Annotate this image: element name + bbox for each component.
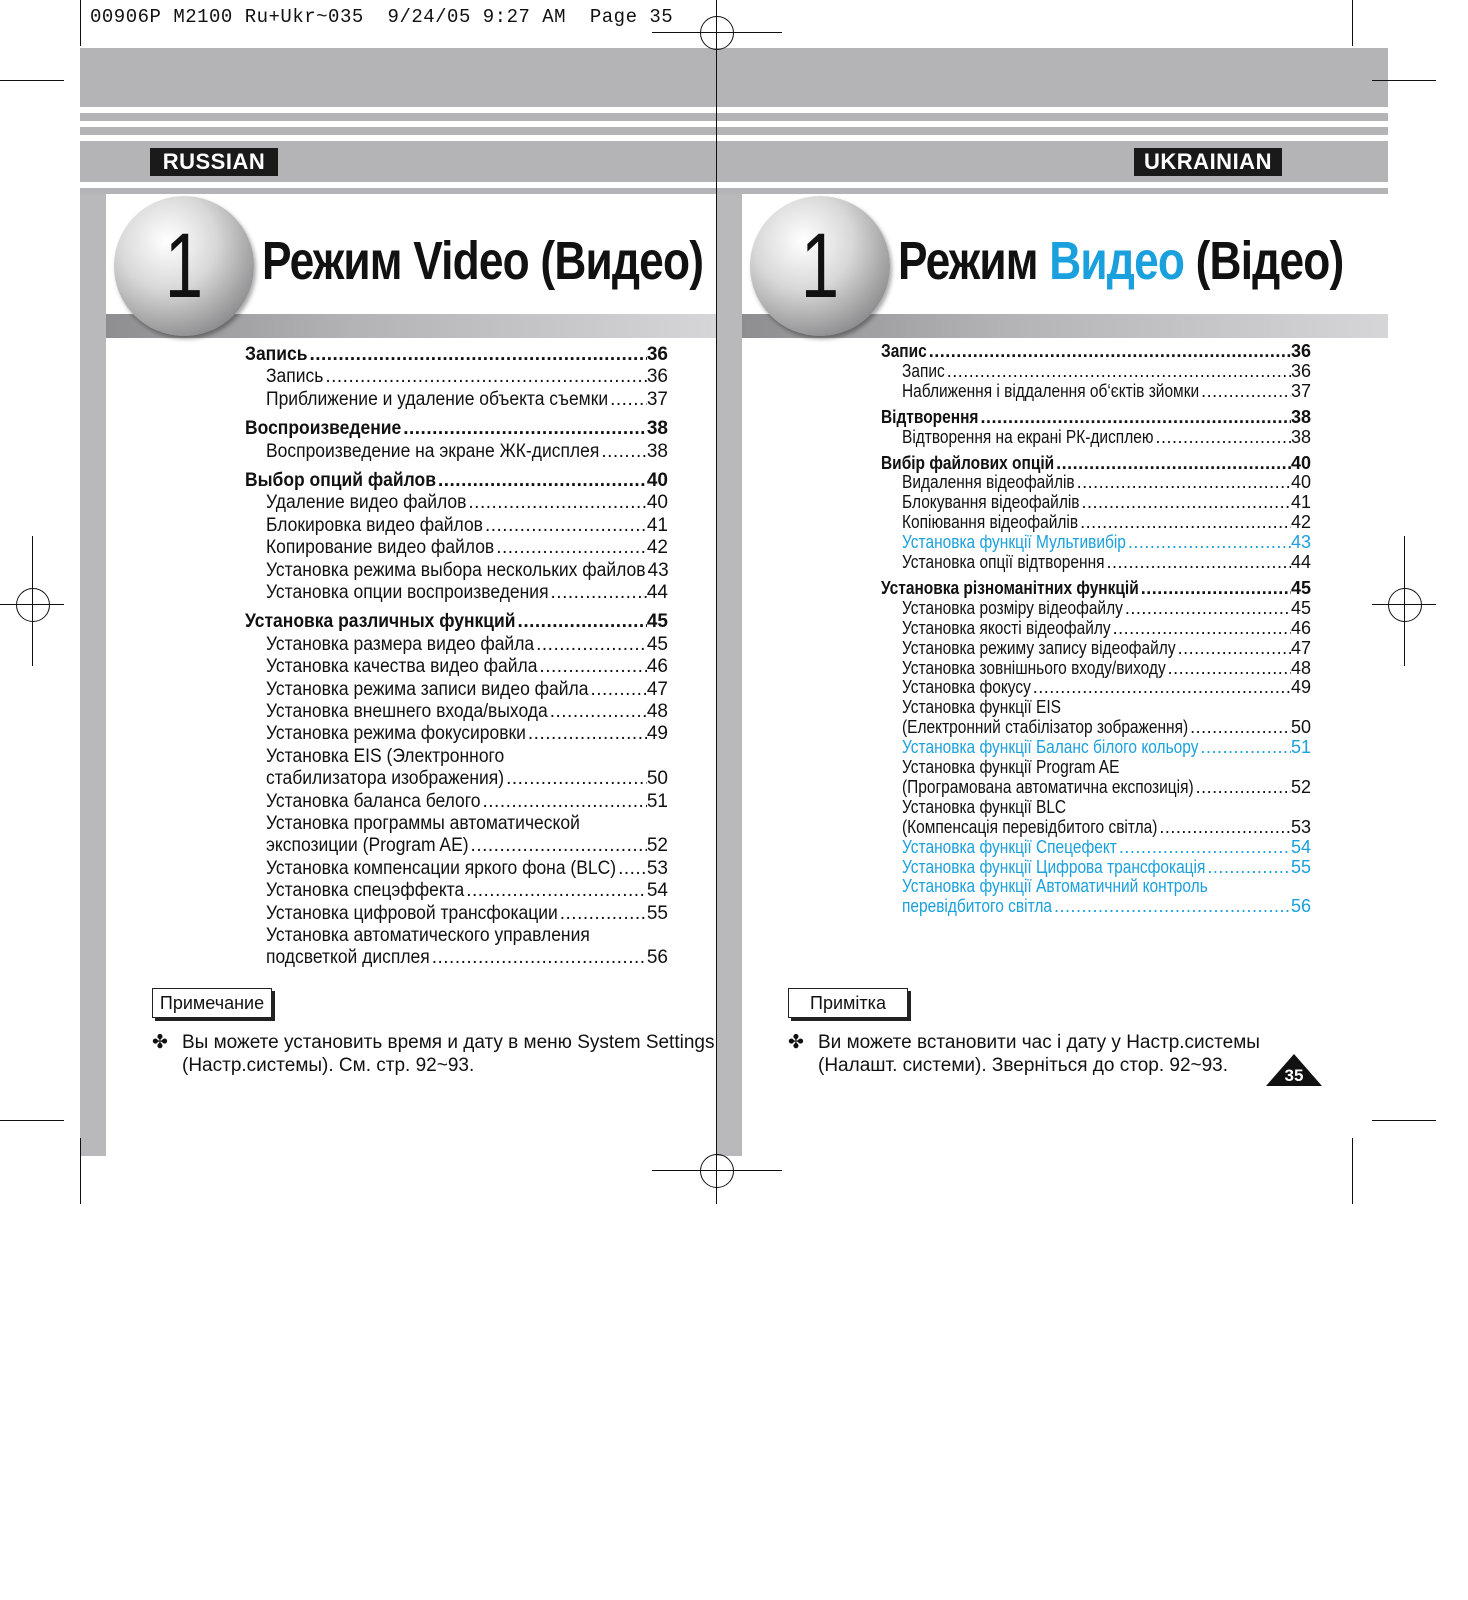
- toc-leader: [1107, 553, 1291, 573]
- toc-label: Блокування відеофайлів: [902, 492, 1080, 513]
- toc-leader: [1113, 619, 1291, 639]
- toc-entry: [902, 818, 1311, 838]
- note-label-left: Примечание: [152, 988, 272, 1018]
- toc-label: Установка опції відтворення: [902, 552, 1105, 572]
- toc-label: Установка функції BLC: [902, 796, 1067, 817]
- toc-entry: [902, 493, 1311, 513]
- toc-entry: [266, 723, 668, 745]
- toc-leader: [947, 362, 1291, 382]
- toc-page-number: 48: [646, 701, 668, 722]
- toc-leader: [1080, 513, 1291, 533]
- toc-entry: [902, 858, 1311, 878]
- toc-entry: [266, 925, 668, 947]
- page-title-right: [898, 230, 1343, 292]
- toc-leader: [610, 389, 647, 411]
- toc-leader: [560, 903, 647, 925]
- toc-leader: [980, 408, 1291, 428]
- toc-entry: [266, 880, 668, 902]
- toc-leader: [485, 515, 647, 537]
- registration-cross: [652, 1170, 782, 1171]
- toc-section: [245, 344, 668, 366]
- lang-badge-russian: RUSSIAN: [150, 148, 278, 176]
- toc-leader: [1125, 599, 1291, 619]
- toc-entry: [266, 441, 668, 463]
- toc-label: Установка внешнего входа/выхода: [266, 701, 548, 722]
- toc-label: Установка программы автоматической: [266, 813, 580, 834]
- toc-page-number: 53: [646, 857, 668, 879]
- toc-label: Запис: [881, 341, 927, 361]
- toc-entry: [902, 428, 1311, 448]
- toc-entry: [902, 738, 1311, 758]
- crop-mark: [80, 0, 81, 46]
- toc-label: Приближение и удаление объекта съемки: [266, 388, 609, 410]
- registration-mark: [700, 16, 734, 50]
- toc-label: (Електронний стабілізатор зображення): [902, 717, 1189, 738]
- toc-label: Установка цифровой трансфокации: [266, 902, 558, 924]
- toc-label: Установка качества видео файла: [266, 656, 538, 678]
- chapter-number-left: 1: [164, 215, 204, 317]
- toc-section: [881, 454, 1311, 474]
- toc-label: Воспроизведение на экране ЖК-дисплея: [266, 440, 600, 462]
- toc-label: Установка фокусу: [902, 677, 1031, 698]
- note-line2-left: (Настр.системы). См. стр. 92~93.: [182, 1055, 475, 1076]
- toc-page-number: 40: [646, 470, 668, 491]
- toc-entry: [902, 877, 1311, 897]
- toc-entry: [266, 903, 668, 925]
- toc-page-number: 49: [646, 723, 668, 745]
- toc-entry: [902, 698, 1311, 718]
- toc-leader: [482, 791, 646, 813]
- toc-leader: [536, 634, 647, 656]
- toc-page-number: 36: [1290, 360, 1311, 381]
- toc-label: Установка автоматического управления: [266, 925, 590, 946]
- toc-page-number: 40: [646, 492, 668, 514]
- left-stripe-2: [80, 121, 716, 127]
- right-stripe-1: [716, 107, 1388, 113]
- toc-entry: [266, 768, 668, 790]
- toc-label: Установка функції Мультивибір: [902, 532, 1126, 553]
- crop-mark: [1352, 1138, 1353, 1204]
- toc-leader: [1200, 738, 1291, 758]
- toc-page-number: 54: [646, 880, 668, 902]
- toc-page-number: 37: [646, 388, 668, 410]
- toc-label: Воспроизведение: [245, 418, 402, 440]
- toc-page-number: 36: [646, 344, 668, 365]
- toc-leader: [1082, 493, 1291, 513]
- toc-page-number: 36: [646, 366, 668, 388]
- right-stripe-2: [716, 121, 1388, 127]
- toc-page-number: 45: [1290, 597, 1311, 618]
- toc-page-number: 45: [1290, 577, 1311, 598]
- toc-leader: [551, 582, 647, 604]
- toc-label: Установка размера видео файла: [266, 633, 535, 655]
- toc-label: Установка опции воспроизведения: [266, 582, 549, 603]
- toc-label: Блокировка видео файлов: [266, 514, 483, 536]
- toc-page-number: 43: [647, 559, 669, 581]
- toc-leader: [432, 947, 647, 969]
- toc-entry: [266, 656, 668, 678]
- toc-page-number: 44: [1290, 552, 1311, 572]
- toc-label: Установка спецэффекта: [266, 880, 465, 902]
- left-sidebar: [80, 194, 106, 1156]
- toc-page-number: 43: [1290, 532, 1311, 553]
- title-left-part1: Режим Video: [262, 231, 529, 291]
- toc-page-number: 50: [646, 768, 668, 790]
- toc-section: [881, 342, 1311, 362]
- toc-leader: [1128, 533, 1291, 553]
- toc-label: (Програмована автоматична експозиція): [902, 776, 1194, 797]
- toc-label: Копирование видео файлов: [266, 537, 495, 559]
- toc-page-number: 48: [1290, 657, 1311, 678]
- toc-label: (Компенсація перевідбитого світла): [902, 816, 1158, 837]
- title-right-part1: Режим: [898, 231, 1038, 291]
- toc-label: Установка функції Program AE: [902, 757, 1120, 777]
- registration-cross: [652, 32, 782, 33]
- toc-entry: [266, 791, 668, 813]
- toc-label: Установка режима записи видео файла: [266, 678, 589, 700]
- toc-page-number: 47: [646, 678, 668, 700]
- toc-page-number: 52: [1290, 776, 1311, 797]
- toc-label: Установка различных функций: [245, 611, 516, 633]
- toc-leader: [518, 611, 647, 633]
- toc-label: Установка компенсации яркого фона (BLC): [266, 857, 617, 879]
- left-stripe-3: [80, 135, 716, 141]
- toc-entry: [266, 701, 668, 723]
- toc-label: Удаление видео файлов: [266, 492, 467, 514]
- toc-page-number: 54: [1290, 836, 1311, 857]
- toc-page-number: 50: [1290, 717, 1311, 738]
- toc-label: Відтворення: [881, 406, 979, 427]
- toc-entry: [902, 678, 1311, 698]
- toc-entry: [266, 813, 668, 835]
- print-slug: 00906P M2100 Ru+Ukr~035 9/24/05 9:27 AM Page 35: [90, 6, 674, 28]
- toc-page-number: 44: [646, 582, 668, 603]
- toc-page-number: 38: [646, 440, 668, 462]
- toc-entry: [266, 366, 668, 388]
- toc-label: Установка режиму запису відеофайлу: [902, 637, 1176, 658]
- toc-page-number: 37: [1290, 380, 1311, 401]
- note-bullet-left: ✤: [152, 1032, 168, 1053]
- toc-entry: [266, 947, 668, 969]
- toc-label: Установка функції Баланс білого кольору: [902, 737, 1199, 758]
- toc-label: подсветкой дисплея: [266, 947, 430, 969]
- right-stripe-4: [716, 182, 1388, 188]
- toc-entry: [266, 389, 668, 411]
- note-line1-left: Вы можете установить время и дату в меню System Settings: [182, 1032, 715, 1053]
- chapter-number-right: 1: [800, 215, 840, 317]
- toc-label: Запис: [902, 360, 945, 381]
- toc-label: Запись: [245, 344, 308, 365]
- toc-leader: [1077, 473, 1291, 493]
- lang-badge-ukrainian: UKRAINIAN: [1134, 148, 1282, 176]
- toc-label: Установка функції Цифрова трансфокація: [902, 856, 1206, 877]
- toc-page-number: 55: [646, 902, 668, 924]
- toc-label: Установка режима фокусировки: [266, 723, 526, 745]
- toc-entry: [902, 362, 1311, 382]
- toc-leader: [1054, 897, 1291, 917]
- toc-page-number: 41: [646, 514, 668, 536]
- toc-page-number: 51: [646, 790, 668, 812]
- toc-entry: [266, 634, 668, 656]
- toc-leader: [468, 492, 646, 514]
- toc-entry: [266, 515, 668, 537]
- toc-entry: [266, 537, 668, 559]
- title-right-part3: (Відео): [1195, 231, 1344, 291]
- toc-leader: [590, 679, 646, 701]
- toc-section: [245, 470, 668, 492]
- toc-label: Вибір файлових опцій: [881, 452, 1055, 473]
- toc-entry: [902, 599, 1311, 619]
- note-label-right: Примітка: [788, 988, 908, 1018]
- toc-entry: [902, 639, 1311, 659]
- toc-leader: [1159, 818, 1291, 838]
- toc-leader: [618, 858, 647, 880]
- page-title-left: [262, 230, 703, 292]
- toc-label: Установка функції Спецефект: [902, 836, 1117, 857]
- toc-entry: [266, 858, 668, 880]
- toc-entry: [266, 679, 668, 701]
- toc-entry: [902, 838, 1311, 858]
- toc-entry: [902, 619, 1311, 639]
- toc-page-number: 38: [1290, 426, 1311, 447]
- toc-page-number: 53: [1290, 816, 1311, 837]
- toc-label: Установка функції EIS: [902, 697, 1061, 718]
- toc-leader: [1056, 454, 1291, 474]
- toc-label: Установка розміру відеофайлу: [902, 597, 1123, 618]
- toc-label: Установка режима выбора нескольких файлов: [266, 559, 646, 581]
- right-sidebar: [716, 194, 742, 1156]
- toc-page-number: 46: [1290, 617, 1311, 638]
- toc-page-number: 42: [1290, 512, 1311, 533]
- toc-entry: [266, 492, 668, 514]
- toc-section: [245, 418, 668, 440]
- toc-leader: [1155, 428, 1291, 448]
- toc-leader: [466, 880, 647, 902]
- crop-mark: [0, 1120, 64, 1121]
- toc-entry: [902, 533, 1311, 553]
- toc-leader: [438, 470, 647, 492]
- toc-page-number: 36: [1290, 341, 1311, 361]
- toc-leader: [1207, 858, 1291, 878]
- toc-entry: [266, 560, 668, 582]
- toc-entry: [902, 382, 1311, 402]
- toc-section: [245, 611, 668, 633]
- crop-mark: [1372, 1120, 1436, 1121]
- registration-mark: [1388, 588, 1422, 622]
- toc-page-number: 56: [646, 947, 668, 969]
- toc-page-number: 38: [646, 418, 668, 440]
- toc-leader: [1196, 778, 1291, 798]
- toc-label: Запись: [266, 366, 324, 388]
- toc-section: [881, 408, 1311, 428]
- toc-label: Установка якості відеофайлу: [902, 617, 1111, 638]
- crop-mark: [80, 1138, 81, 1204]
- toc-entry: [902, 718, 1311, 738]
- toc-page-number: 42: [646, 537, 668, 559]
- toc-entry: [902, 553, 1311, 573]
- crop-mark: [1372, 80, 1436, 81]
- toc-page-number: 40: [1290, 472, 1311, 493]
- toc-page-number: 51: [1290, 737, 1311, 758]
- note-bullet-right: ✤: [788, 1032, 804, 1053]
- toc-leader: [1190, 718, 1291, 738]
- toc-leader: [539, 656, 646, 678]
- toc-entry: [902, 473, 1311, 493]
- toc-label: Установка різноманітних функцій: [881, 577, 1139, 598]
- toc-label: Установка функції Автоматичний контроль: [902, 876, 1208, 897]
- title-right-part2: Видео: [1049, 231, 1185, 291]
- toc-entry: [266, 835, 668, 857]
- spine-line: [716, 0, 717, 1204]
- toc-label: Наближення і віддалення об‘єктів зйомки: [902, 380, 1200, 401]
- toc-page-number: 55: [1290, 856, 1311, 877]
- toc-page-number: 52: [646, 835, 668, 857]
- toc-leader: [1141, 579, 1291, 599]
- toc-entry: [266, 582, 668, 604]
- toc-label: Видалення відеофайлів: [902, 472, 1075, 493]
- toc-leader: [1201, 382, 1291, 402]
- toc-label: Установка баланса белого: [266, 790, 481, 812]
- toc-leader: [929, 342, 1291, 362]
- right-stripe-3: [716, 135, 1388, 141]
- toc-label: стабилизатора изображения): [266, 768, 505, 790]
- left-stripe-4: [80, 182, 716, 188]
- toc-leader: [1178, 639, 1291, 659]
- toc-page-number: 45: [646, 611, 668, 633]
- registration-mark: [700, 1154, 734, 1188]
- crop-mark: [1352, 0, 1353, 46]
- toc-leader: [496, 537, 647, 559]
- toc-label: экспозиции (Program AE): [266, 835, 469, 857]
- toc-leader: [403, 418, 647, 440]
- toc-leader: [550, 701, 647, 723]
- crop-mark: [0, 80, 64, 81]
- toc-leader: [325, 366, 647, 388]
- page-number: 35: [1284, 1066, 1304, 1085]
- registration-cross: [32, 536, 33, 666]
- toc-leader: [1033, 678, 1291, 698]
- toc-entry: [902, 758, 1311, 778]
- toc-page-number: 40: [1290, 452, 1311, 473]
- registration-cross: [1404, 536, 1405, 666]
- toc-leader: [309, 344, 646, 366]
- toc-page-number: 56: [1290, 896, 1311, 917]
- toc-page-number: 47: [1290, 637, 1311, 658]
- toc-entry: [902, 513, 1311, 533]
- toc-label: Установка EIS (Электронного: [266, 745, 505, 767]
- toc-label: Установка зовнішнього входу/виходу: [902, 657, 1166, 678]
- toc-leader: [528, 723, 647, 745]
- toc-leader: [1168, 659, 1291, 679]
- toc-label: Копіювання відеофайлів: [902, 512, 1079, 533]
- toc-label: перевідбитого світла: [902, 896, 1052, 917]
- toc-page-number: 45: [646, 633, 668, 655]
- note-line2-right: (Налашт. системи). Зверніться до стор. 92~93.: [818, 1055, 1229, 1076]
- toc-section: [881, 579, 1311, 599]
- toc-page-number: 49: [1290, 677, 1311, 698]
- toc-entry: [902, 897, 1311, 917]
- toc-leader: [1119, 838, 1291, 858]
- title-left-part2: (Видео): [540, 231, 704, 291]
- registration-mark: [16, 588, 50, 622]
- toc-leader: [471, 835, 647, 857]
- note-line1-right: Ви можете встановити час і дату у Настр.системы: [818, 1032, 1260, 1053]
- toc-entry: [266, 746, 668, 768]
- toc-page-number: 41: [1290, 492, 1311, 513]
- toc-entry: [902, 778, 1311, 798]
- toc-label: Выбор опций файлов: [245, 470, 436, 491]
- toc-label: Відтворення на екрані РК-дисплею: [902, 426, 1154, 447]
- toc-page-number: 46: [646, 656, 668, 678]
- toc-leader: [601, 441, 647, 463]
- toc-entry: [902, 798, 1311, 818]
- toc-page-number: 38: [1290, 406, 1311, 427]
- left-stripe-1: [80, 107, 716, 113]
- toc-entry: [902, 659, 1311, 679]
- toc-leader: [506, 768, 647, 790]
